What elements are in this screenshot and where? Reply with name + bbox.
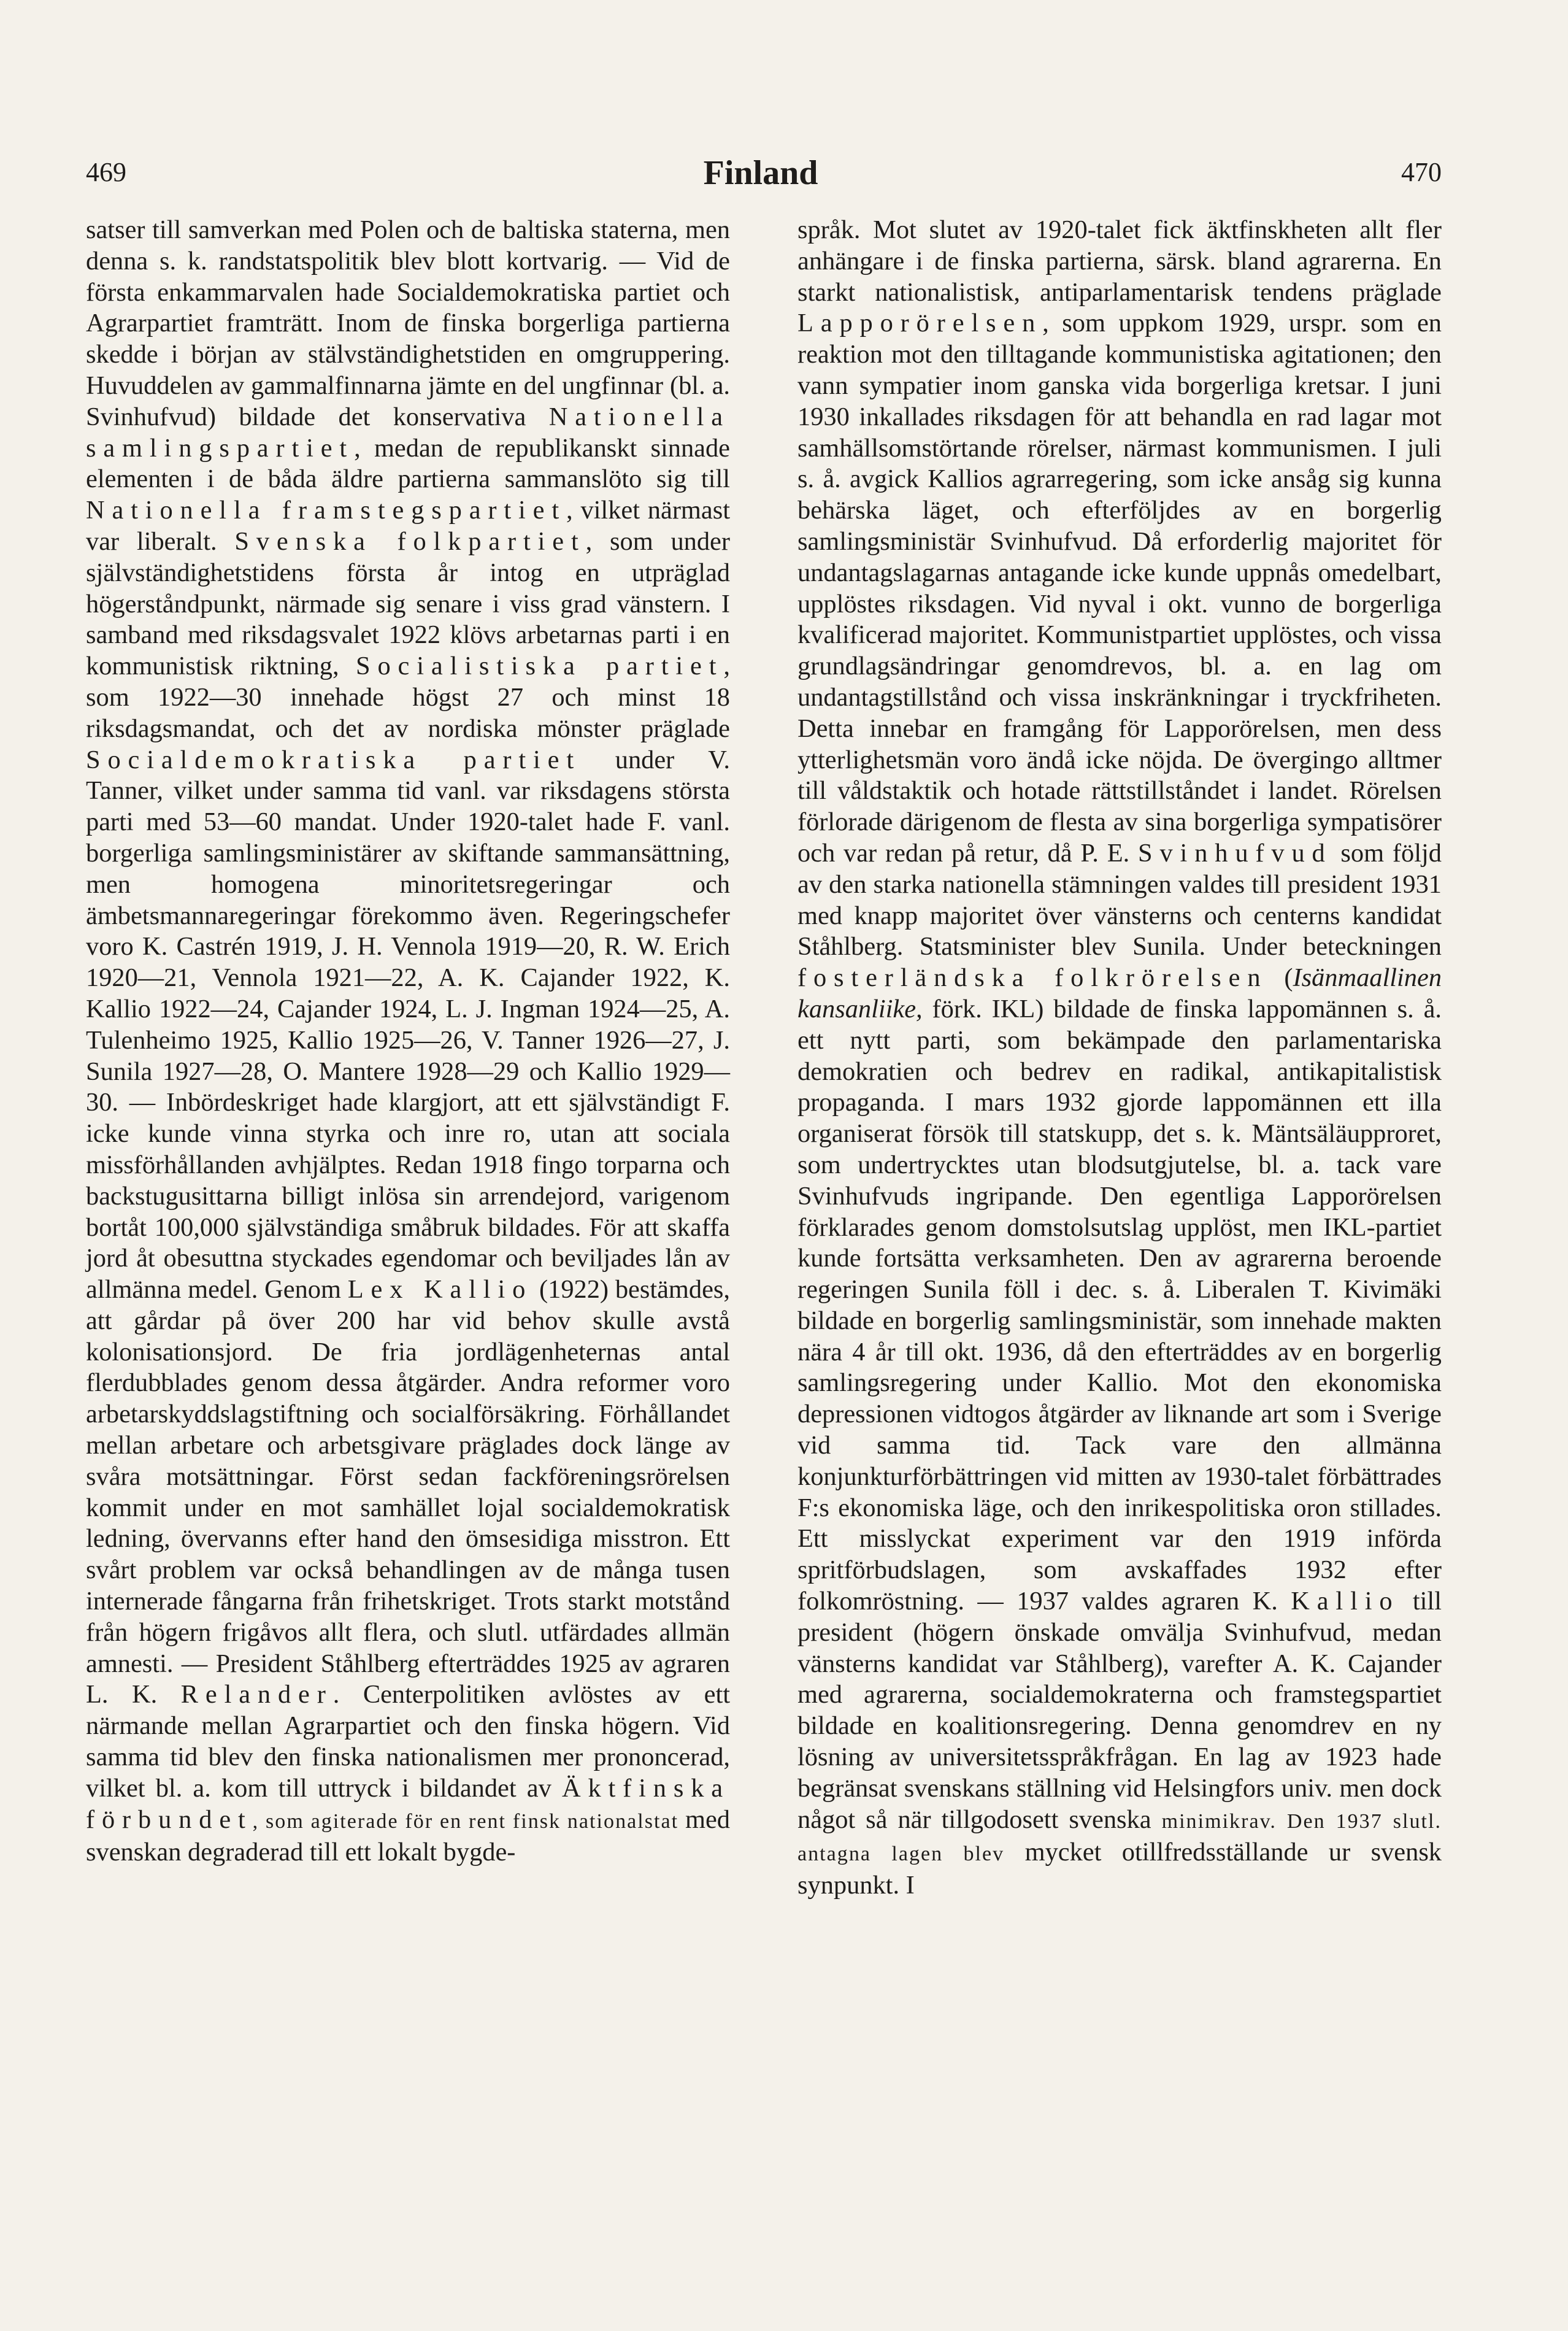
text-run: . Centerpolitiken avlöstes av ett närmande mellan Agrarpartiet och den finska högern. Vid samma tid blev den finska nationalismen mer prononcerad, vilket bl. a. kom till uttryck i bildandet av [86,1680,731,1803]
page-header [80,153,1442,202]
small-print-text: minimikrav. Den 1937 slutl. antagna lagen blev [797,1809,1442,1866]
spaced-term: Svenska folkpartiet [234,526,586,556]
page-number-left: 469 [86,157,126,187]
spaced-term: Nationella framstegspartiet [86,496,567,525]
spaced-term: Nationella samlingspartiet [86,402,730,463]
text-run: som följd av den starka nationella stämningen valdes till president 1931 med knapp majoritet över vänsterns och centerns kandidat Ståhlberg. Statsminister blev Sunila. Under beteckningen [797,838,1442,961]
spaced-term: Socialdemokratiska partiet [86,745,582,774]
text-run: , medan de republikanskt sinnade elementen i de båda äldre partierna sammanslöto sig till [86,433,730,494]
text-run: mycket otillfredsställande ur svensk synpunkt. I [797,1838,1442,1900]
text-run: till president (högern önskade omvälja Svinhufvud, medan vänsterns kandidat var Ståhlberg), varefter A. K. Cajander med agrarerna, socialdemokraterna och framstegspartiet bildade en koalitionsregering. Denna genomdrev en ny lösning av universitetsspråkfrågan. En lag av 1923 hade begränsat svenskans ställning vid Helsingfors univ. men dock något så när tillgodosett svenska [797,1587,1442,1834]
text-run: , som under självständighetstidens första år intog en utpräglad högerståndpunkt, närmade sig senare i viss grad vänstern. I samband med riksdagsvalet 1922 klövs arbetarnas parti i en kommunistisk riktning, [86,526,730,681]
spaced-term: Lapporörelsen [797,309,1043,338]
spaced-term: Svinhufvud [1138,838,1332,868]
text-run: ( [1267,963,1293,993]
spaced-term: Äktfinska förbundet [86,1773,730,1834]
right-column-paragraph [797,215,1442,1901]
text-run: under V. Tanner, vilket under samma tid vanl. var riksdagens största parti med 53—60 mandat. Under 1920-talet hade F. vanl. borgerliga samlingsministärer av skiftande sammansättning, men homogena minoritetsregeringar och ämbetsmannaregeringar förekommo även. Regeringschefer voro K. Castrén 1919, J. H. Vennola 1919—20, R. W. Erich 1920—21, Vennola 1921—22, A. K. Cajander 1922, K. Kallio 1922—24, Cajander 1924, L. J. Ingman 1924—25, A. Tulenheimo 1925, Kallio 1925—26, V. Tanner 1926—27, J. Sunila 1927—28, O. Mantere 1928—29 och Kallio 1929—30. — Inbördeskriget hade klargjort, att ett självständigt F. icke kunde vinna styrka och inre ro, utan att sociala missförhållanden avhjälptes. Redan 1918 fingo torparna och backstugusittarna billigt inlösa sin arrendejord, varigenom bortåt 100,000 självständiga småbruk bildades. För att skaffa jord åt obesuttna styckades egendomar och beviljades lån av allmänna medel. Genom [86,745,730,1304]
spaced-term: Relander [180,1680,333,1709]
spaced-term: Lex Kallio [347,1275,533,1304]
spaced-term: fosterländska folkrörelsen [797,963,1268,993]
spaced-term: Socialistiska partiet [356,652,724,681]
left-column-paragraph [86,215,730,1868]
left-column [86,215,730,2209]
page-number-right: 470 [1401,157,1442,187]
spaced-term: Kallio [1291,1587,1400,1616]
text-run: förk. IKL) bildade de finska lappomännen s. å. ett nytt parti, som bekämpade den parlamentariska demokratien och bedrev en radikal, antikapitalistisk propaganda. I mars 1932 gjorde lappomännen ett illa organiserat försök till statskupp, det s. k. Mäntsäläupproret, som undertrycktes utan blodsutgjutelse, bl. a. tack vare Svinhufvuds ingripande. Den egentliga Lapporörelsen förklarades genom domstolsutslag upplöst, men IKL-partiet kunde fortsätta verksamheten. Den av agrarerna beroende regeringen Sunila föll i dec. s. å. Liberalen T. Kivimäki bildade en borgerlig samlingsministär, som innehade makten nära 4 år till okt. 1936, då den efterträddes av en borgerlig samlingsregering under Kallio. Mot den ekonomiska depressionen vidtogos åtgärder av liknande art som i Sverige vid samma tid. Tack vare den allmänna konjunkturförbättringen vid mitten av 1930-talet förbättrades F:s ekonomiska läge, och den inrikespolitiska oron stillades. Ett misslyckat experiment var den 1919 införda spritförbudslagen, som avskaffades 1932 efter folkomröstning. — 1937 valdes agraren K. [797,994,1442,1616]
right-column [797,215,1442,2209]
text-run: satser till samverkan med Polen och de baltiska staterna, men denna s. k. randstatspolitik blev blott kortvarig. — Vid de första enkammarvalen hade Socialdemokratiska partiet och Agrarpartiet framträtt. Inom de finska borgerliga partierna skedde i början av stälvständighetstiden en omgruppering. Huvuddelen av gammalfinnarna jämte en del ungfinnar (bl. a. Svinhufvud) bildade det konservativa [86,215,730,431]
text-run: , vilket närmast var liberalt. [86,496,730,556]
italic-term: Isänmaallinen kansanliike, [797,963,1442,1023]
text-run: språk. Mot slutet av 1920-talet fick äktfinskheten allt fler anhängare i de finska partierna, särsk. bland agrarerna. En starkt nationalistisk, antiparlamentarisk tendens präglade [797,215,1442,307]
text-run: (1922) bestämdes, att gårdar på över 200 har vid behov skulle avstå kolonisationsjord. De fria jordlägenheternas antal flerdubblades genom dessa åtgärder. Andra reformer voro arbetarskyddslagstiftning och socialförsäkring. Förhållandet mellan arbetare och arbetsgivare präglades dock länge av svåra motsättningar. Först sedan fackföreningsrörelsen kommit under en mot samhället lojal socialdemokratisk ledning, övervanns efter hand den ömsesidiga misstron. Ett svårt problem var också behandlingen av de många tusen internerade fångarna från frihetskriget. Trots starkt motstånd från högern frigåvos allt flera, och slutl. utfärdades allmän amnesti. — President Ståhlberg efterträddes 1925 av agraren L. K. [86,1275,731,1709]
text-run: , som 1922—30 innehade högst 27 och minst 18 riksdagsmandat, och det av nordiska mönster präglade [86,652,730,743]
running-title: Finland [703,154,818,192]
small-print-text: , som agiterade för en rent finsk nationalstat [252,1809,679,1833]
text-run: , som uppkom 1929, urspr. som en reaktion mot den tilltagande kommunistiska agitationen; den vann sympatier inom ganska vida borgerliga kretsar. I juni 1930 inkallades riksdagen för att behandla en rad lagar mot samhällsomstörtande rörelser, närmast kommunismen. I juli s. å. avgick Kallios agrarregering, som icke ansåg sig kunna behärska läget, och efterföljdes av en borgerlig samlingsministär Svinhufvud. Då erforderlig majoritet för undantagslagarnas antagande icke kunde uppnås omedelbart, upplöstes riksdagen. Vid nyval i okt. vunno de borgerliga kvalificerad majoritet. Kommunistpartiet upplöstes, och vissa grundlagsändringar genomdrevos, bl. a. en lag om undantagstillstånd och vissa inskränkningar i tryckfriheten. Detta innebar en framgång för Lapporörelsen, men dess ytterlighetsmän voro ändå icke nöjda. De övergingo alltmer till våldstaktik och hotade rättstillståndet i landet. Rörelsen förlorade därigenom de flesta av sina borgerliga sympatisörer och var redan på retur, då P. E. [797,309,1442,868]
text-columns [86,215,1442,2209]
text-run: med svenskan degraderad till ett lokalt bygde- [86,1805,730,1867]
